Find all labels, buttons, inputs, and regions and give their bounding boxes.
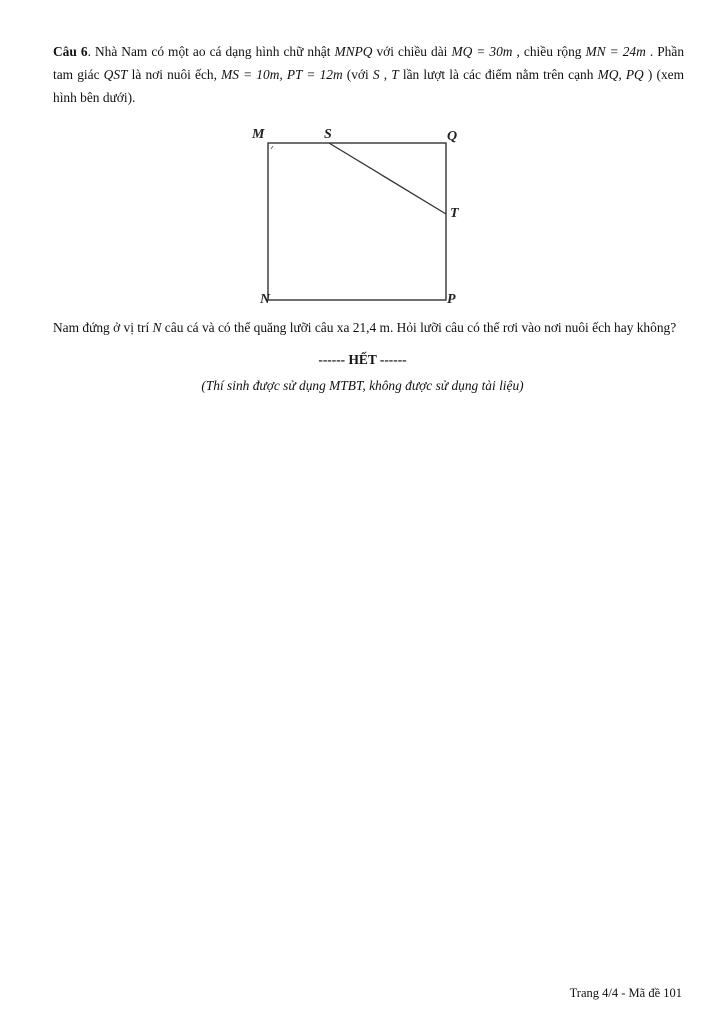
label-t: T [450, 206, 459, 221]
label-n: N [260, 292, 271, 307]
question-text-segment: ) (xem hình bên dưới). [53, 67, 684, 105]
label-q: Q [447, 129, 458, 144]
question-label: Câu 6 [53, 44, 88, 59]
question-6-text [53, 40, 684, 109]
question-6-part2 [53, 316, 684, 339]
label-s: S [324, 127, 332, 142]
question-text-segment: . Phần tam giác [53, 44, 685, 82]
point-s: S [372, 67, 380, 82]
segments-expr: MS = 10m, PT = 12m [221, 67, 343, 82]
pond-rectangle [268, 143, 446, 300]
end-marker: ------ HẾT ------ [318, 352, 407, 367]
segment-st [329, 143, 446, 214]
point-n: N [152, 320, 162, 335]
question-text-segment: , chiều rộng [512, 44, 586, 59]
question-text-segment: lần lượt là các điểm nằm trên cạnh [398, 67, 598, 82]
pond-diagram [240, 124, 480, 309]
exam-note: (Thí sinh được sử dụng MTBT, không được sử dụng tài liệu) [201, 378, 524, 393]
question-text-segment: với chiều dài [372, 44, 452, 59]
question-text-segment: Nam đứng ở vị trí [53, 320, 153, 335]
page-footer: Trang 4/4 - Mã đề 101 [569, 986, 682, 1000]
edges-expr: MQ, PQ [597, 67, 644, 82]
label-p: P [447, 292, 456, 307]
question-text-segment: là nơi nuôi ếch, [127, 67, 222, 82]
question-text-segment: (với [342, 67, 373, 82]
label-m: M [252, 127, 265, 142]
corner-mark [271, 146, 273, 149]
question-text-segment: câu cá và có thể quăng lưỡi câu xa 21,4 m. Hỏi lưỡi câu có thể rơi vào nơi nuôi ếch hay không? [161, 320, 677, 335]
question-text-segment: , [383, 67, 388, 82]
question-text-segment: . Nhà Nam có một ao cá dạng hình chữ nhật [87, 44, 335, 59]
length-expr: MQ = 30m [451, 44, 513, 59]
point-t: T [391, 67, 399, 82]
rect-name: MNPQ [334, 44, 373, 59]
triangle-name: QST [103, 67, 128, 82]
width-expr: MN = 24m [585, 44, 646, 59]
